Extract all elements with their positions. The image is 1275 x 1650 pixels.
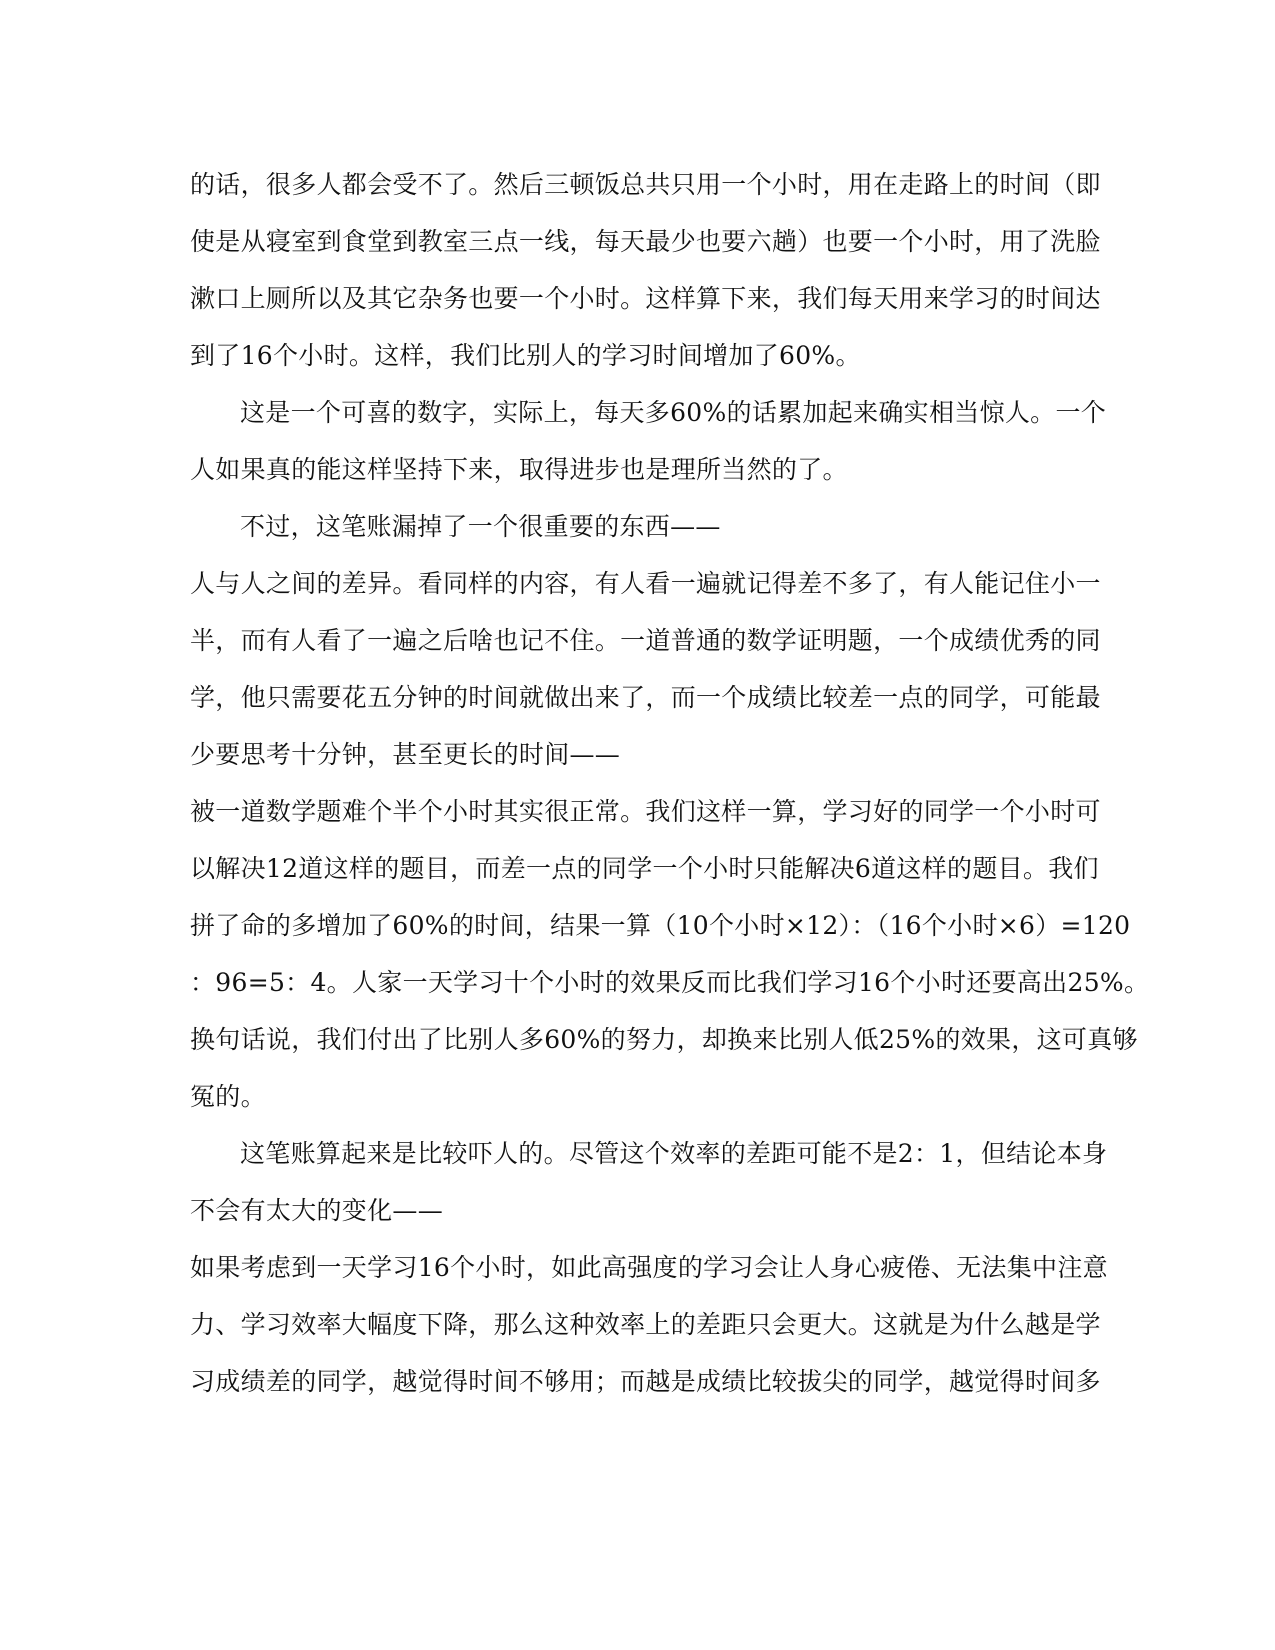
text-line: 习成绩差的同学，越觉得时间不够用；而越是成绩比较拔尖的同学，越觉得时间多 xyxy=(190,1367,1101,1396)
text-line: 不过，这笔账漏掉了一个很重要的东西—— xyxy=(240,512,721,541)
text-line: 漱口上厕所以及其它杂务也要一个小时。这样算下来，我们每天用来学习的时间达 xyxy=(190,284,1101,313)
text-line: 的话，很多人都会受不了。然后三顿饭总共只用一个小时，用在走路上的时间（即 xyxy=(190,170,1101,199)
text-line: 人与人之间的差异。看同样的内容，有人看一遍就记得差不多了，有人能记住小一 xyxy=(190,569,1101,598)
text-line: 拼了命的多增加了60%的时间，结果一算（10个小时×12）：（16个小时×6）=120 xyxy=(190,911,1131,940)
text-line: 换句话说，我们付出了比别人多60%的努力，却换来比别人低25%的效果，这可真够 xyxy=(190,1025,1138,1054)
text-line: 被一道数学题难个半个小时其实很正常。我们这样一算，学习好的同学一个小时可 xyxy=(190,797,1101,826)
text-line: 这笔账算起来是比较吓人的。尽管这个效率的差距可能不是2：1，但结论本身 xyxy=(240,1139,1108,1168)
text-line: 学，他只需要花五分钟的时间就做出来了，而一个成绩比较差一点的同学，可能最 xyxy=(190,683,1101,712)
text-line: 少要思考十分钟，甚至更长的时间—— xyxy=(190,740,621,769)
text-line: 不会有太大的变化—— xyxy=(190,1196,444,1225)
text-line: 使是从寝室到食堂到教室三点一线，每天最少也要六趟）也要一个小时，用了洗脸 xyxy=(190,227,1101,256)
text-line: 如果考虑到一天学习16个小时，如此高强度的学习会让人身心疲倦、无法集中注意 xyxy=(190,1253,1108,1282)
text-line: 以解决12道这样的题目，而差一点的同学一个小时只能解决6道这样的题目。我们 xyxy=(190,854,1099,883)
text-line: ：96=5：4。人家一天学习十个小时的效果反而比我们学习16个小时还要高出25%。 xyxy=(190,968,1150,997)
text-line: 这是一个可喜的数字，实际上，每天多60%的话累加起来确实相当惊人。一个 xyxy=(240,398,1107,427)
text-line: 人如果真的能这样坚持下来，取得进步也是理所当然的了。 xyxy=(190,455,848,484)
text-line: 冤的。 xyxy=(190,1082,266,1111)
text-line: 力、学习效率大幅度下降，那么这种效率上的差距只会更大。这就是为什么越是学 xyxy=(190,1310,1101,1339)
text-line: 到了16个小时。这样，我们比别人的学习时间增加了60%。 xyxy=(190,341,861,370)
text-line: 半，而有人看了一遍之后啥也记不住。一道普通的数学证明题，一个成绩优秀的同 xyxy=(190,626,1101,655)
